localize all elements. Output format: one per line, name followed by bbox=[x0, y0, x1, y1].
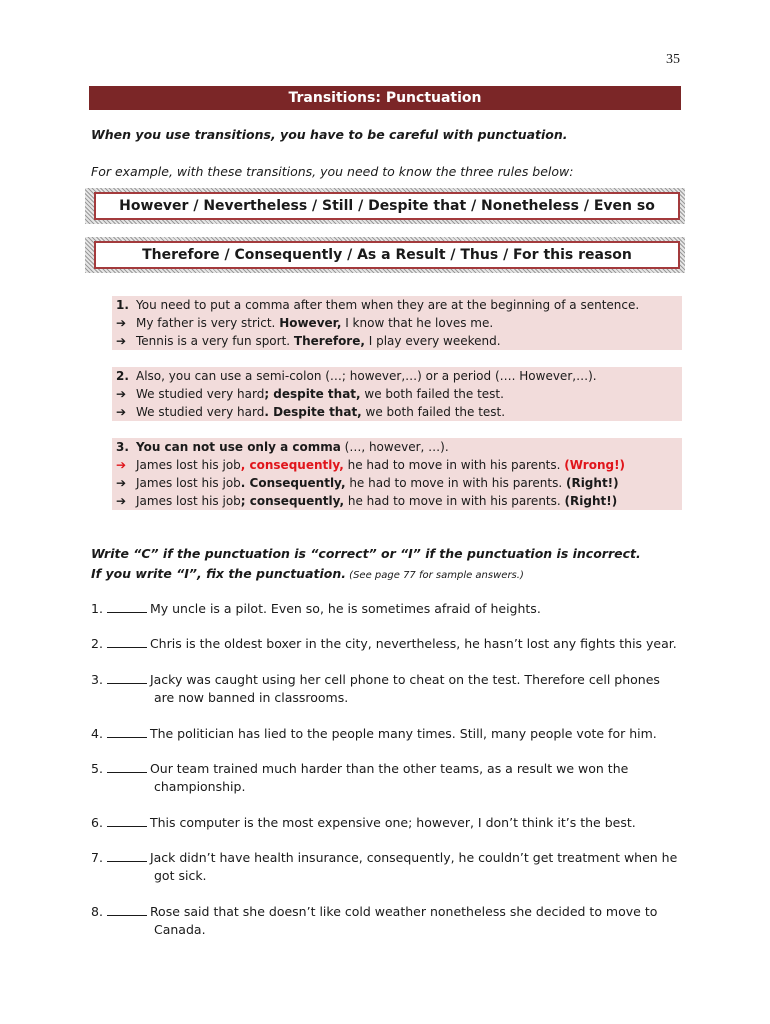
exercise-sentence: The politician has lied to the people many times. Still, many people vote for him. bbox=[149, 726, 657, 741]
rule-text: Also, you can use a semi-colon (…; however,…) or a period (…. However,…). bbox=[136, 369, 597, 383]
instructions-note: (See page 77 for sample answers.) bbox=[346, 570, 524, 581]
arrow-right-icon: ➔ bbox=[116, 316, 127, 330]
rule-1-statement bbox=[112, 296, 682, 314]
exercise-item bbox=[91, 671, 691, 707]
example-text: I play every weekend. bbox=[364, 334, 501, 348]
example-text: he had to move in with his parents. bbox=[343, 458, 565, 472]
example-text: James lost his job bbox=[136, 458, 241, 472]
example-transition: . Consequently, bbox=[240, 476, 346, 490]
intro-line-2: For example, with these transitions, you need to know the three rules below: bbox=[91, 164, 574, 179]
example-transition: Therefore, bbox=[293, 334, 365, 348]
intro-line-1: When you use transitions, you have to be careful with punctuation. bbox=[91, 127, 568, 142]
example-transition: However, bbox=[279, 316, 342, 330]
example-transition: . Despite that, bbox=[264, 405, 362, 419]
arrow-right-icon: ➔ bbox=[116, 476, 127, 490]
rule-number: 1. bbox=[116, 298, 129, 312]
instructions-text: If you write “I”, fix the punctuation. bbox=[91, 566, 346, 581]
page-number: 35 bbox=[666, 52, 680, 67]
answer-blank[interactable] bbox=[107, 725, 147, 738]
example-text: My father is very strict. bbox=[136, 316, 280, 330]
arrow-right-icon: ➔ bbox=[116, 494, 127, 508]
answer-blank[interactable] bbox=[107, 760, 147, 773]
exercise-sentence-continued: championship. bbox=[154, 779, 246, 794]
example-transition: , consequently, bbox=[240, 458, 344, 472]
exercise-item bbox=[91, 635, 691, 653]
transition-list-result: Therefore / Consequently / As a Result / Thus / For this reason bbox=[94, 241, 680, 269]
instructions-line-2 bbox=[91, 566, 524, 581]
exercise-item bbox=[91, 725, 691, 743]
arrow-right-icon: ➔ bbox=[116, 334, 127, 348]
rule-3-block bbox=[112, 438, 682, 510]
rule-3-example-3 bbox=[112, 492, 682, 510]
exercise-number: 5. bbox=[91, 761, 103, 776]
exercise-number: 1. bbox=[91, 601, 103, 616]
example-text: we both failed the test. bbox=[360, 387, 504, 401]
rule-3-example-2 bbox=[112, 474, 682, 492]
page-title: Transitions: Punctuation bbox=[89, 86, 681, 110]
exercise-item bbox=[91, 760, 691, 796]
rule-3-example-1 bbox=[112, 456, 682, 474]
verdict-right: (Right!) bbox=[565, 476, 619, 490]
rule-number: 3. bbox=[116, 440, 129, 454]
exercise-item bbox=[91, 814, 691, 832]
answer-blank[interactable] bbox=[107, 635, 147, 648]
answer-blank[interactable] bbox=[107, 903, 147, 916]
exercise-number: 6. bbox=[91, 815, 103, 830]
rule-text: You need to put a comma after them when they are at the beginning of a sentence. bbox=[136, 298, 640, 312]
answer-blank[interactable] bbox=[107, 600, 147, 613]
example-text: We studied very hard bbox=[136, 387, 265, 401]
answer-blank[interactable] bbox=[107, 849, 147, 862]
instructions-line-1: Write “C” if the punctuation is “correct” or “I” if the punctuation is incorrect. bbox=[91, 546, 641, 561]
exercise-item bbox=[91, 903, 691, 939]
example-text: I know that he loves me. bbox=[341, 316, 494, 330]
exercise-number: 7. bbox=[91, 850, 103, 865]
exercise-sentence-continued: are now banned in classrooms. bbox=[154, 690, 349, 705]
rule-text: (…, however, …). bbox=[340, 440, 449, 454]
exercise-sentence: This computer is the most expensive one; however, I don’t think it’s the best. bbox=[149, 815, 636, 830]
transition-list-contrast: However / Nevertheless / Still / Despite that / Nonetheless / Even so bbox=[94, 192, 680, 220]
rule-2-example-2 bbox=[112, 403, 682, 421]
exercise-number: 8. bbox=[91, 904, 103, 919]
example-text: James lost his job bbox=[136, 476, 241, 490]
rule-number: 2. bbox=[116, 369, 129, 383]
exercise-item bbox=[91, 849, 691, 885]
exercise-sentence-continued: got sick. bbox=[154, 868, 207, 883]
example-text: we both failed the test. bbox=[361, 405, 506, 419]
rule-2-statement bbox=[112, 367, 682, 385]
example-text: he had to move in with his parents. bbox=[344, 494, 565, 508]
exercise-sentence: Chris is the oldest boxer in the city, nevertheless, he hasn’t lost any fights this year. bbox=[149, 636, 677, 651]
rule-2-example-1 bbox=[112, 385, 682, 403]
rule-text-bold: You can not use only a comma bbox=[136, 440, 341, 454]
verdict-right: (Right!) bbox=[564, 494, 618, 508]
rule-3-statement bbox=[112, 438, 682, 456]
example-text: he had to move in with his parents. bbox=[345, 476, 566, 490]
example-text: Tennis is a very fun sport. bbox=[136, 334, 294, 348]
answer-blank[interactable] bbox=[107, 814, 147, 827]
exercise-item bbox=[91, 600, 691, 618]
arrow-right-icon: ➔ bbox=[116, 387, 127, 401]
rule-1-example-1 bbox=[112, 314, 682, 332]
transition-box-result bbox=[85, 237, 685, 273]
verdict-wrong: (Wrong!) bbox=[564, 458, 626, 472]
arrow-right-icon: ➔ bbox=[116, 458, 127, 472]
exercise-sentence: Rose said that she doesn’t like cold weather nonetheless she decided to move to bbox=[149, 904, 658, 919]
example-text: James lost his job bbox=[136, 494, 241, 508]
exercise-number: 2. bbox=[91, 636, 103, 651]
example-transition: ; despite that, bbox=[264, 387, 361, 401]
answer-blank[interactable] bbox=[107, 671, 147, 684]
rule-1-example-2 bbox=[112, 332, 682, 350]
exercise-sentence: My uncle is a pilot. Even so, he is sometimes afraid of heights. bbox=[149, 601, 541, 616]
rule-1-block bbox=[112, 296, 682, 350]
exercise-sentence: Jack didn’t have health insurance, consequently, he couldn’t get treatment when he bbox=[149, 850, 678, 865]
exercise-sentence: Our team trained much harder than the other teams, as a result we won the bbox=[149, 761, 629, 776]
exercise-number: 3. bbox=[91, 672, 103, 687]
example-transition: ; consequently, bbox=[240, 494, 345, 508]
exercise-number: 4. bbox=[91, 726, 103, 741]
transition-box-contrast bbox=[85, 188, 685, 224]
rule-2-block bbox=[112, 367, 682, 421]
example-text: We studied very hard bbox=[136, 405, 265, 419]
exercise-sentence-continued: Canada. bbox=[154, 922, 206, 937]
arrow-right-icon: ➔ bbox=[116, 405, 127, 419]
exercise-sentence: Jacky was caught using her cell phone to cheat on the test. Therefore cell phones bbox=[149, 672, 660, 687]
